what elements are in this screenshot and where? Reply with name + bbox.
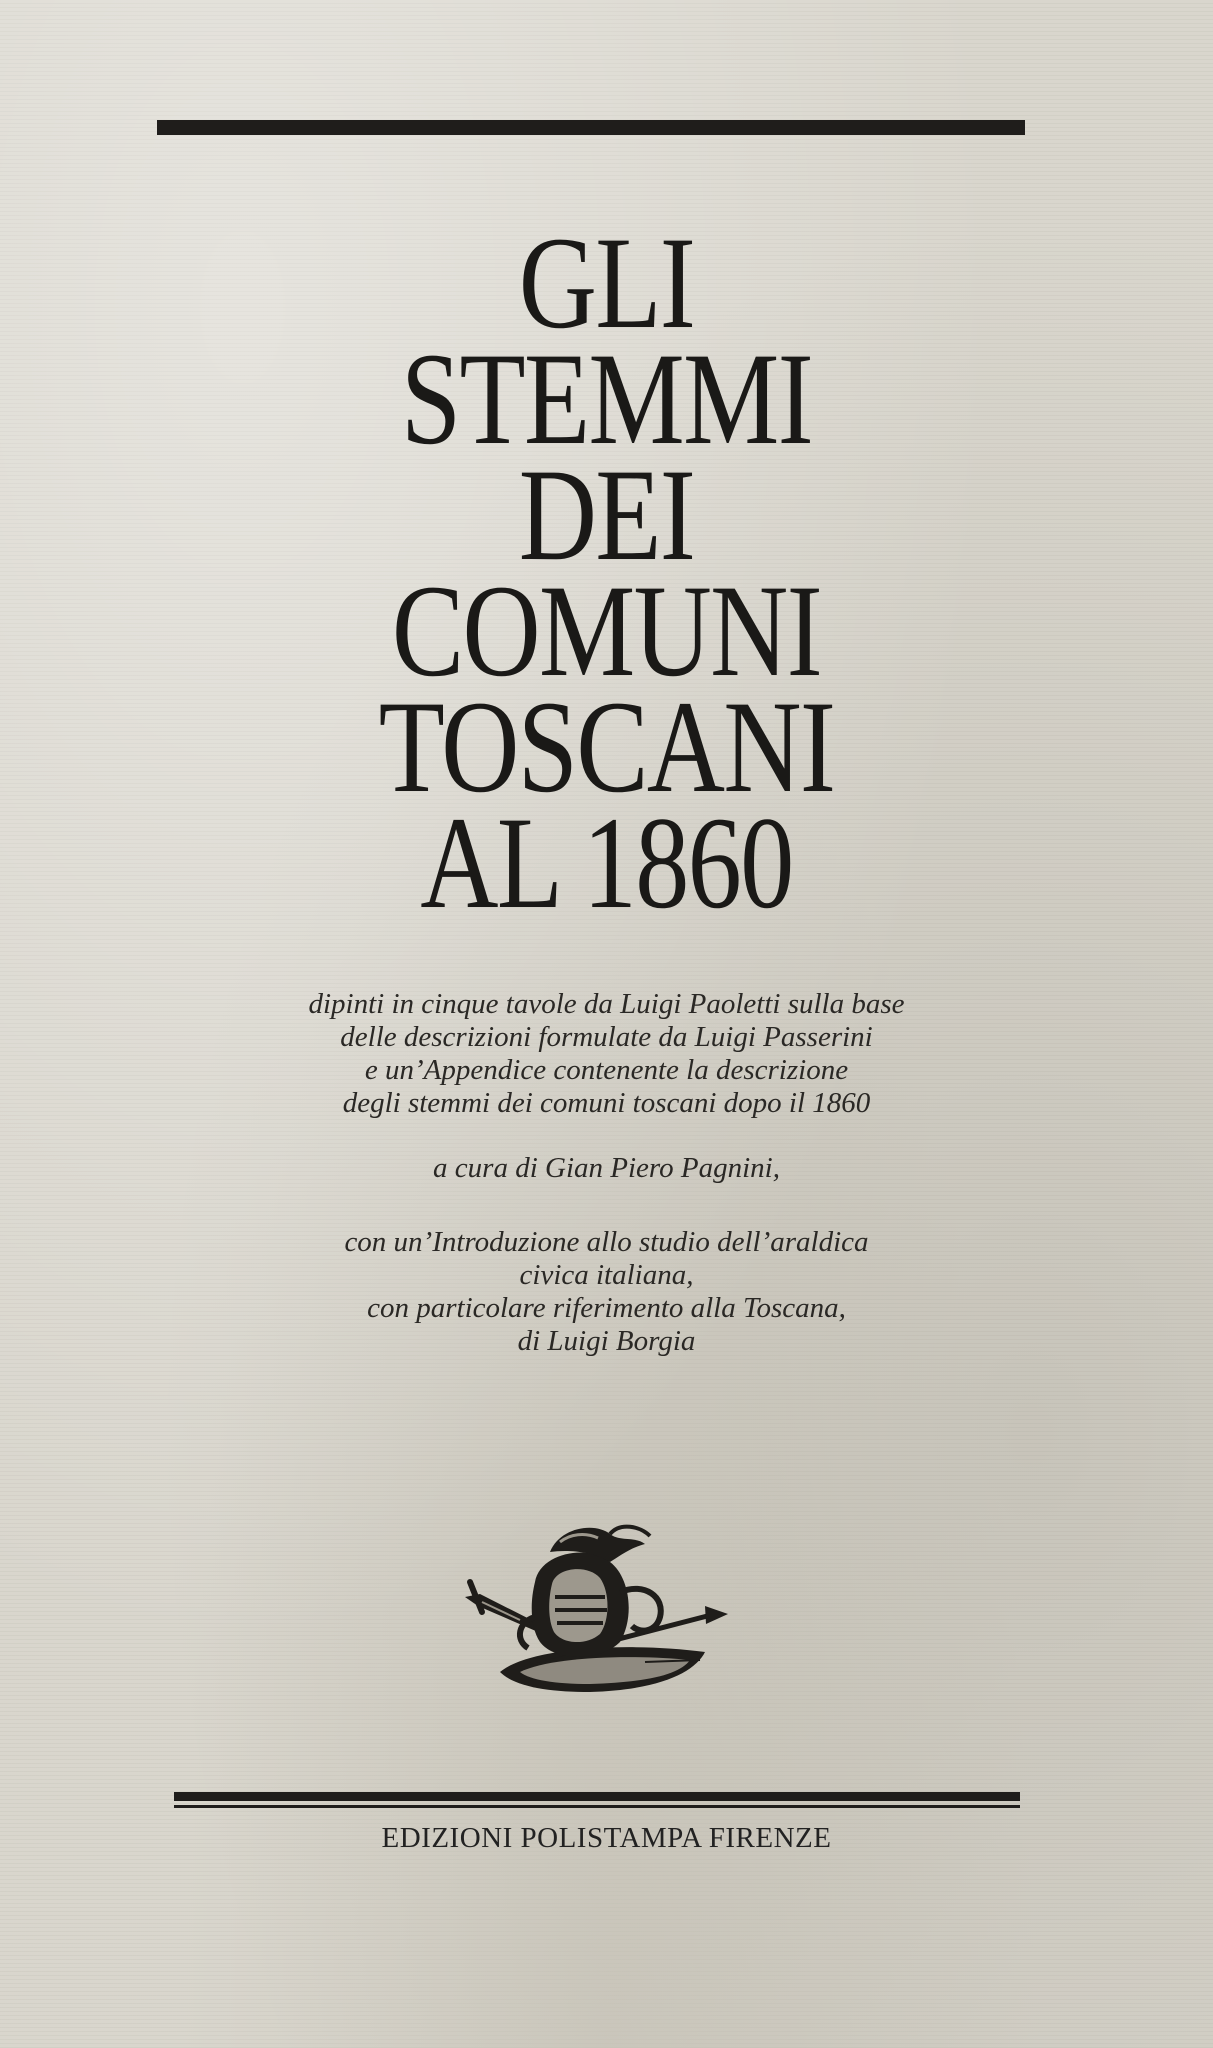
- title-line-6: AL 1860: [420, 789, 793, 936]
- intro-line-4: di Luigi Borgia: [517, 1325, 696, 1357]
- top-rule: [157, 120, 1025, 135]
- intro-line-2: civica italiana,: [519, 1259, 694, 1291]
- heraldic-helmet-icon: [460, 1522, 730, 1697]
- subtitle-line-4: degli stemmi dei comuni toscani dopo il 1860: [342, 1087, 871, 1119]
- curator-credit: a cura di Gian Piero Pagnini,: [433, 1152, 780, 1184]
- title-line-1: GLI: [518, 209, 695, 356]
- subtitle-line-2: delle descrizioni formulate da Luigi Passerini: [340, 1021, 873, 1053]
- introduction-credit: [0, 1226, 1213, 1358]
- subtitle-description: [0, 988, 1213, 1120]
- subtitle-line-1: dipinti in cinque tavole da Luigi Paoletti sulla base: [308, 988, 905, 1020]
- title-line-3: DEI: [518, 441, 695, 588]
- intro-line-1: con un’Introduzione allo studio dell’araldica: [344, 1226, 869, 1258]
- title-line-5: TOSCANI: [378, 673, 835, 820]
- title-line-4: COMUNI: [391, 557, 822, 704]
- bottom-rule-thick: [174, 1792, 1020, 1801]
- publisher-name: EDIZIONI POLISTAMPA FIRENZE: [381, 1822, 832, 1854]
- book-title: [0, 209, 1213, 936]
- intro-line-3: con particolare riferimento alla Toscana,: [367, 1292, 846, 1324]
- bottom-rule-thin: [174, 1805, 1020, 1808]
- subtitle-line-3: e un’Appendice contenente la descrizione: [364, 1054, 849, 1086]
- title-line-2: STEMMI: [400, 325, 813, 472]
